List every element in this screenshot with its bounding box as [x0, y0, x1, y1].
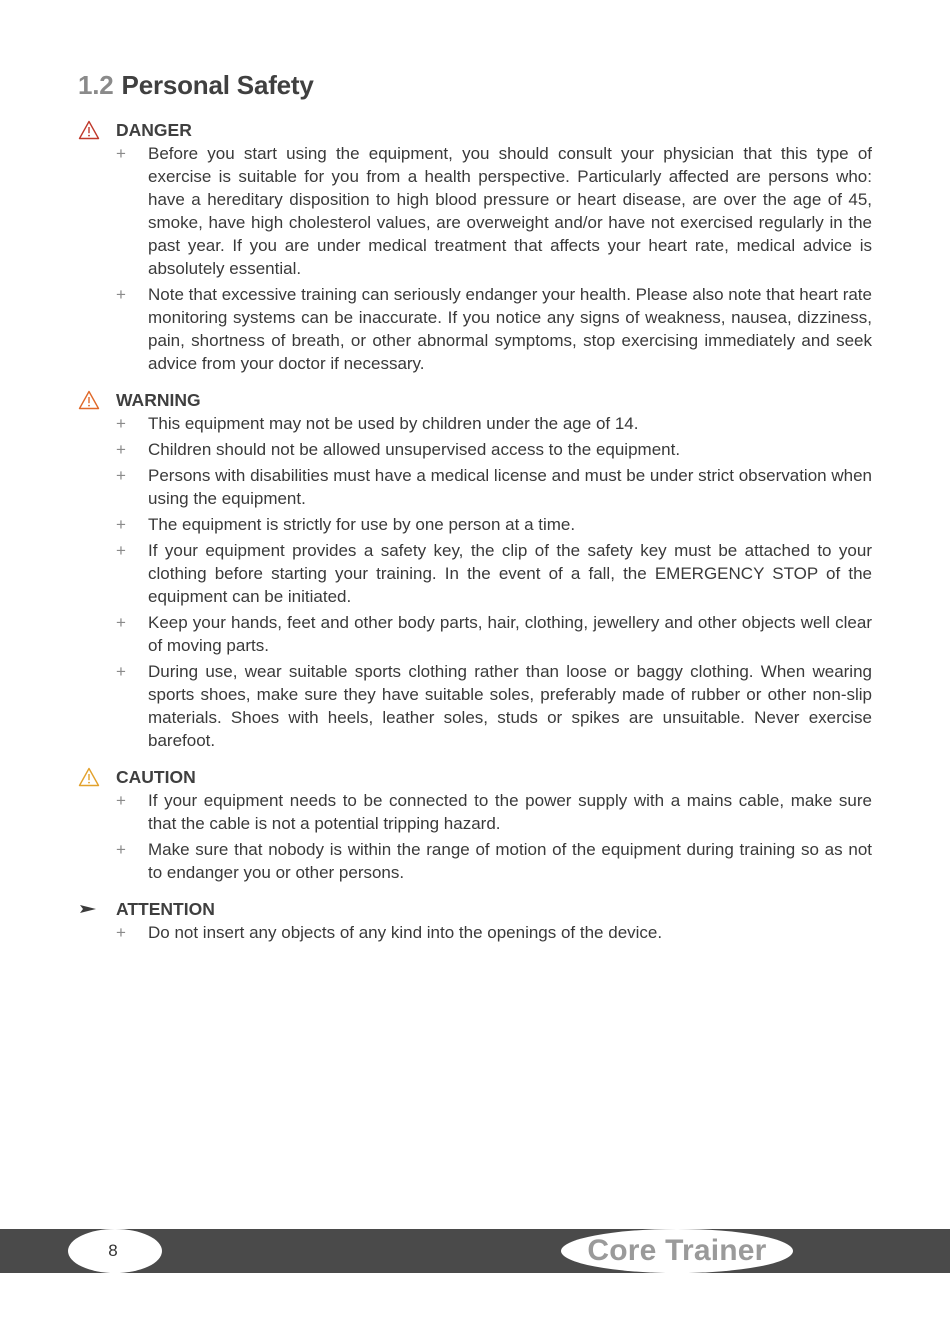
plus-bullet-icon: +	[116, 613, 126, 632]
section-number: 1.2	[78, 70, 114, 100]
arrow-pointer-icon	[78, 902, 116, 916]
list-item: + Before you start using the equipment, you should consult your physician that this type of exercise is suitable for you from a health perspective. Particularly affected are persons who: have a hereditary disposition to high blood pressure or heart disease, are over the age of 45, smoke, have high cholesterol values, are overweight and/or have not exercised regularly in the past year. If you are under medical treatment that affects your heart rate, medical advice is absolutely essential.	[116, 144, 872, 278]
page-number: 8	[108, 1241, 118, 1260]
list-item: + If your equipment provides a safety key, the clip of the safety key must be attached to your clothing before starting your training. In the event of a fall, the EMERGENCY STOP of the equipment can be initiated.	[116, 541, 872, 606]
plus-bullet-icon: +	[116, 923, 126, 942]
plus-bullet-icon: +	[116, 541, 126, 560]
caution-triangle-icon	[78, 767, 116, 787]
list-item: + Children should not be allowed unsupervised access to the equipment.	[116, 440, 681, 459]
plus-bullet-icon: +	[116, 414, 126, 433]
list-item: + Make sure that nobody is within the range of motion of the equipment during training so as not to endanger you or other persons.	[116, 840, 872, 882]
brand-name: Core Trainer	[587, 1234, 767, 1267]
plus-bullet-icon: +	[116, 840, 126, 859]
plus-bullet-icon: +	[116, 466, 126, 485]
safety-content	[78, 118, 872, 957]
plus-bullet-icon: +	[116, 440, 126, 459]
list-item: + The equipment is strictly for use by one person at a time.	[116, 515, 576, 534]
list-item: + During use, wear suitable sports clothing rather than loose or baggy clothing. When wearing sports shoes, make sure they have suitable soles, preferably made of rubber or other non-slip materials. Shoes with heels, leather soles, studs or spikes are unsuitable. Never exercise barefoot.	[116, 662, 872, 750]
list-item: + Do not insert any objects of any kind into the openings of the device.	[116, 923, 663, 942]
warning-list	[78, 412, 872, 752]
caution-title: CAUTION	[116, 766, 196, 787]
warning-triangle-icon	[78, 390, 116, 410]
list-item: + Keep your hands, feet and other body parts, hair, clothing, jewellery and other objects well clear of moving parts.	[116, 613, 872, 655]
list-item: + Note that excessive training can seriously endanger your health. Please also note that heart rate monitoring systems can be inaccurate. If you notice any signs of weakness, nausea, dizziness, pain, shortness of breath, or other abnormal symptoms, stop exercising immediately and seek advice from your doctor if necessary.	[116, 285, 872, 373]
caution-heading	[78, 765, 872, 789]
list-item: + If your equipment needs to be connected to the power supply with a mains cable, make sure that the cable is not a potential tripping hazard.	[116, 791, 872, 833]
attention-section	[78, 897, 872, 944]
warning-title: WARNING	[116, 389, 201, 410]
plus-bullet-icon: +	[116, 662, 126, 681]
caution-section	[78, 765, 872, 884]
attention-title: ATTENTION	[116, 898, 215, 919]
plus-bullet-icon: +	[116, 515, 126, 534]
danger-warning-triangle-icon	[78, 120, 116, 140]
plus-bullet-icon: +	[116, 791, 126, 810]
warning-heading	[78, 388, 872, 412]
section-title: Personal Safety	[121, 70, 314, 100]
page-number-badge	[68, 1229, 162, 1273]
list-item: + Persons with disabilities must have a medical license and must be under strict observation when using the equipment.	[116, 466, 872, 508]
list-item: + This equipment may not be used by children under the age of 14.	[116, 414, 639, 433]
brand-badge	[561, 1229, 793, 1273]
plus-bullet-icon: +	[116, 144, 126, 163]
attention-list	[78, 921, 872, 944]
danger-heading	[78, 118, 872, 142]
warning-section	[78, 388, 872, 752]
caution-list	[78, 789, 872, 884]
page-title	[78, 70, 314, 101]
attention-heading	[78, 897, 872, 921]
plus-bullet-icon: +	[116, 285, 126, 304]
danger-list	[78, 142, 872, 375]
danger-title: DANGER	[116, 119, 192, 140]
danger-section	[78, 118, 872, 375]
